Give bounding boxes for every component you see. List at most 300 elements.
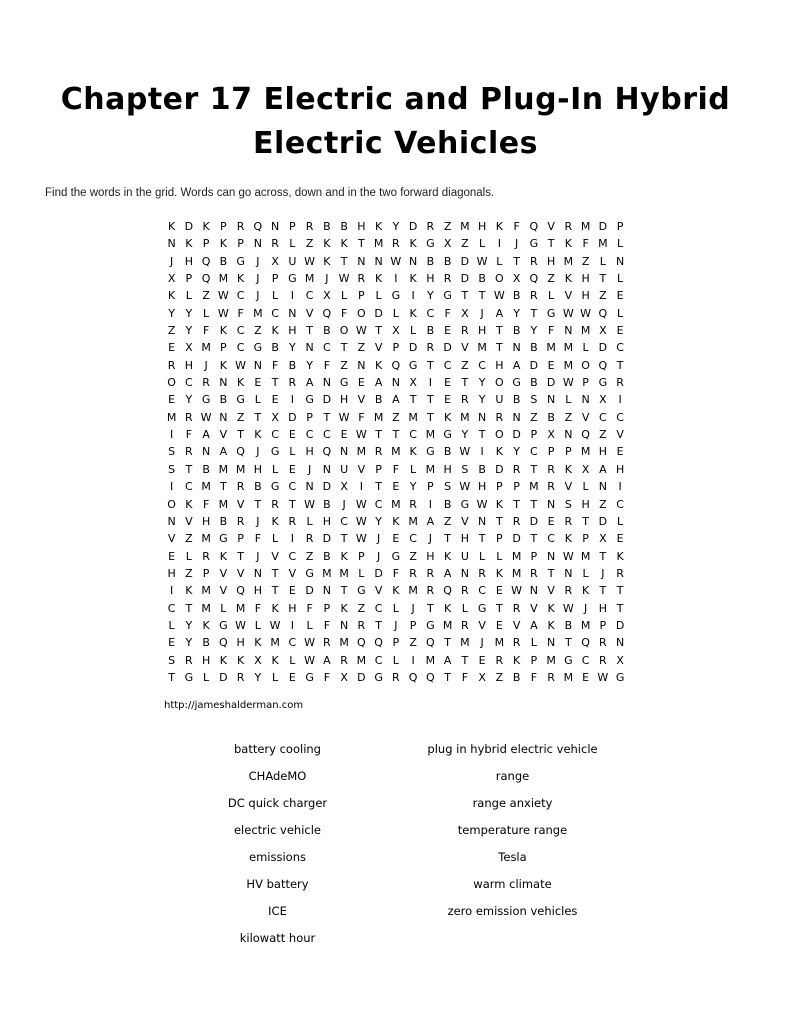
grid-letter: R	[236, 220, 245, 233]
grid-letter: W	[304, 653, 316, 667]
grid-letter: T	[427, 393, 434, 407]
grid-letter: R	[512, 462, 521, 476]
grid-letter: K	[582, 584, 590, 598]
grid-letter: T	[168, 670, 175, 684]
grid-letter: I	[290, 289, 294, 303]
grid-letter: L	[392, 306, 399, 320]
word-list-item: Tesla	[498, 850, 527, 864]
grid-letter: Q	[426, 670, 435, 684]
grid-letter: H	[322, 514, 332, 528]
grid-letter: G	[253, 341, 263, 355]
grid-letter: H	[546, 254, 556, 268]
grid-letter: V	[271, 549, 279, 563]
grid-letter: R	[547, 462, 555, 476]
grid-letter: V	[374, 584, 383, 598]
grid-letter: R	[236, 480, 245, 494]
grid-letter: T	[340, 341, 348, 355]
grid-letter: M	[580, 220, 591, 233]
grid-letter: G	[357, 584, 366, 598]
grid-letter: M	[235, 462, 246, 476]
grid-letter: M	[425, 428, 436, 442]
grid-letter: B	[426, 324, 435, 338]
grid-letter: D	[322, 532, 332, 546]
grid-letter: E	[288, 428, 296, 442]
grid-letter: L	[461, 601, 468, 615]
grid-letter: R	[547, 670, 555, 684]
grid-letter: M	[339, 636, 349, 650]
word-list-item: HV battery	[246, 877, 309, 891]
grid-letter: M	[546, 341, 556, 355]
grid-letter: F	[547, 324, 555, 338]
grid-row	[163, 582, 629, 599]
grid-letter: T	[340, 532, 348, 546]
grid-letter: X	[392, 324, 400, 338]
grid-letter: O	[167, 376, 176, 390]
grid-row	[163, 669, 629, 686]
grid-letter: Y	[185, 618, 193, 632]
grid-letter: Q	[443, 584, 452, 598]
grid-letter: F	[392, 462, 400, 476]
grid-letter: R	[512, 514, 521, 528]
grid-letter: N	[581, 393, 590, 407]
grid-letter: M	[511, 566, 522, 580]
grid-letter: K	[564, 532, 572, 546]
grid-letter: T	[478, 532, 486, 546]
grid-letter: L	[530, 636, 537, 650]
grid-letter: V	[374, 341, 383, 355]
grid-letter: K	[219, 237, 227, 251]
grid-letter: X	[581, 462, 590, 476]
grid-letter: O	[495, 428, 504, 442]
grid-letter: P	[616, 220, 624, 233]
grid-letter: B	[323, 497, 331, 511]
grid-letter: X	[340, 670, 348, 684]
grid-letter: V	[547, 584, 555, 598]
grid-letter: P	[289, 220, 296, 233]
grid-letter: G	[270, 445, 280, 459]
grid-letter: Y	[289, 341, 296, 355]
grid-letter: M	[563, 670, 574, 684]
grid-letter: Q	[201, 254, 211, 268]
grid-letter: W	[200, 410, 212, 424]
grid-letter: B	[219, 393, 228, 407]
grid-letter: G	[374, 670, 383, 684]
grid-letter: R	[512, 601, 521, 615]
grid-letter: C	[288, 636, 297, 650]
grid-letter: T	[547, 237, 555, 251]
grid-letter: Y	[185, 324, 193, 338]
grid-letter: J	[256, 514, 260, 528]
grid-letter: N	[167, 237, 176, 251]
grid-letter: P	[409, 618, 417, 632]
grid-letter: P	[220, 220, 227, 233]
grid-letter: R	[564, 220, 573, 233]
grid-row	[163, 357, 629, 374]
grid-letter: R	[426, 220, 435, 233]
grid-letter: Z	[236, 410, 245, 424]
grid-letter: S	[530, 393, 538, 407]
grid-letter: T	[289, 497, 296, 511]
grid-letter: H	[253, 584, 263, 598]
grid-letter: C	[374, 653, 383, 667]
grid-letter: O	[167, 497, 176, 511]
grid-letter: R	[426, 566, 435, 580]
grid-letter: P	[530, 653, 538, 667]
grid-letter: C	[409, 532, 417, 546]
grid-letter: H	[581, 289, 590, 303]
grid-letter: W	[562, 376, 574, 390]
grid-letter: X	[254, 653, 262, 667]
grid-letter: A	[392, 393, 400, 407]
grid-letter: T	[358, 237, 365, 251]
grid-letter: M	[546, 653, 556, 667]
grid-letter: N	[460, 566, 469, 580]
grid-letter: Q	[322, 306, 332, 320]
grid-letter: L	[203, 670, 210, 684]
grid-letter: T	[547, 566, 555, 580]
grid-letter: D	[546, 376, 556, 390]
grid-letter: J	[428, 532, 432, 546]
grid-letter: C	[409, 428, 417, 442]
grid-letter: D	[512, 532, 521, 546]
grid-letter: B	[512, 324, 521, 338]
grid-row	[163, 461, 629, 478]
grid-letter: S	[564, 497, 572, 511]
grid-letter: G	[339, 376, 349, 390]
grid-letter: N	[547, 636, 556, 650]
grid-letter: K	[185, 497, 193, 511]
grid-letter: M	[201, 584, 211, 598]
grid-letter: B	[512, 670, 521, 684]
grid-letter: L	[272, 289, 279, 303]
word-list-item: range	[495, 769, 530, 783]
grid-letter: L	[272, 532, 279, 546]
grid-letter: X	[185, 341, 193, 355]
grid-letter: R	[236, 514, 245, 528]
grid-letter: C	[167, 601, 176, 615]
grid-letter: C	[288, 549, 297, 563]
grid-letter: Y	[306, 358, 313, 372]
grid-letter: V	[236, 497, 245, 511]
grid-letter: D	[460, 254, 470, 268]
grid-letter: B	[512, 289, 521, 303]
grid-letter: Z	[599, 428, 607, 442]
grid-letter: I	[170, 584, 174, 598]
grid-letter: D	[529, 358, 539, 372]
grid-letter: M	[425, 653, 436, 667]
grid-row	[163, 253, 629, 270]
grid-letter: N	[322, 584, 331, 598]
grid-letter: M	[373, 237, 384, 251]
grid-letter: B	[323, 549, 331, 563]
grid-letter: M	[235, 601, 246, 615]
grid-letter: J	[480, 636, 484, 650]
grid-letter: H	[477, 480, 487, 494]
grid-letter: X	[599, 532, 607, 546]
grid-letter: M	[425, 462, 436, 476]
word-list-item: plug in hybrid electric vehicle	[427, 742, 598, 756]
grid-letter: T	[513, 497, 520, 511]
grid-letter: W	[459, 480, 471, 494]
grid-letter: H	[460, 532, 470, 546]
grid-letter: C	[323, 341, 331, 355]
grid-letter: H	[288, 324, 297, 338]
grid-letter: M	[563, 254, 574, 268]
grid-letter: H	[598, 601, 608, 615]
word-list-item: temperature range	[457, 823, 568, 837]
grid-letter: X	[547, 428, 555, 442]
grid-letter: J	[256, 254, 260, 268]
grid-letter: M	[356, 653, 367, 667]
grid-letter: Z	[254, 324, 262, 338]
grid-letter: K	[254, 636, 262, 650]
grid-letter: G	[391, 549, 401, 563]
grid-letter: R	[426, 341, 435, 355]
grid-letter: P	[392, 341, 400, 355]
grid-letter: A	[512, 358, 521, 372]
grid-letter: H	[288, 601, 297, 615]
grid-letter: P	[323, 601, 331, 615]
grid-letter: F	[323, 618, 331, 632]
grid-letter: R	[495, 653, 504, 667]
grid-letter: X	[409, 376, 417, 390]
grid-letter: R	[495, 410, 504, 424]
grid-letter: F	[323, 670, 331, 684]
grid-row	[163, 409, 629, 426]
grid-letter: L	[306, 514, 313, 528]
grid-letter: D	[184, 220, 194, 233]
grid-letter: N	[547, 497, 556, 511]
grid-letter: E	[444, 376, 452, 390]
grid-letter: M	[460, 220, 470, 233]
grid-letter: K	[185, 584, 193, 598]
grid-letter: A	[219, 445, 228, 459]
grid-letter: D	[460, 272, 470, 286]
grid-letter: T	[254, 497, 262, 511]
grid-letter: T	[375, 480, 382, 494]
grid-letter: E	[168, 393, 176, 407]
grid-letter: Q	[219, 636, 228, 650]
grid-row	[163, 600, 629, 617]
grid-letter: V	[357, 393, 366, 407]
grid-letter: R	[616, 376, 624, 390]
grid-letter: A	[599, 462, 607, 476]
grid-letter: C	[616, 410, 624, 424]
grid-letter: R	[616, 566, 624, 580]
grid-letter: D	[288, 410, 297, 424]
grid-letter: A	[443, 653, 452, 667]
grid-letter: Z	[599, 497, 607, 511]
grid-letter: D	[322, 480, 332, 494]
grid-letter: F	[185, 428, 193, 442]
grid-letter: K	[202, 220, 210, 233]
grid-letter: Q	[529, 220, 539, 233]
grid-letter: R	[271, 237, 279, 251]
grid-letter: K	[340, 601, 348, 615]
grid-letter: G	[564, 653, 573, 667]
grid-letter: I	[618, 480, 622, 494]
grid-letter: W	[235, 358, 247, 372]
grid-letter: K	[323, 254, 331, 268]
grid-letter: I	[290, 393, 294, 407]
grid-letter: P	[220, 341, 227, 355]
grid-letter: Y	[513, 445, 520, 459]
grid-letter: Q	[322, 445, 332, 459]
grid-letter: G	[426, 618, 435, 632]
grid-letter: N	[322, 462, 331, 476]
grid-letter: H	[581, 272, 590, 286]
grid-letter: T	[271, 584, 279, 598]
grid-letter: N	[547, 549, 556, 563]
grid-letter: E	[392, 532, 400, 546]
grid-letter: N	[616, 636, 625, 650]
grid-letter: V	[478, 618, 486, 632]
grid-letter: V	[581, 410, 590, 424]
grid-letter: R	[305, 532, 314, 546]
grid-letter: F	[582, 237, 589, 251]
grid-letter: K	[271, 653, 279, 667]
grid-letter: Z	[357, 341, 366, 355]
grid-letter: C	[236, 341, 245, 355]
grid-letter: N	[202, 445, 211, 459]
grid-letter: T	[496, 324, 503, 338]
grid-letter: V	[461, 341, 469, 355]
word-list-right	[400, 736, 625, 925]
grid-letter: L	[582, 480, 589, 494]
grid-letter: J	[480, 306, 484, 320]
grid-letter: K	[237, 272, 245, 286]
grid-letter: Q	[426, 636, 435, 650]
grid-letter: W	[355, 497, 367, 511]
grid-letter: R	[461, 324, 469, 338]
grid-letter: G	[236, 393, 245, 407]
word-list-item: zero emission vehicles	[447, 904, 578, 918]
grid-letter: R	[392, 670, 400, 684]
grid-letter: E	[547, 514, 555, 528]
grid-letter: O	[357, 306, 366, 320]
grid-letter: S	[168, 445, 176, 459]
grid-letter: T	[565, 636, 572, 650]
grid-letter: R	[323, 636, 331, 650]
grid-letter: J	[342, 497, 346, 511]
grid-letter: K	[495, 497, 503, 511]
grid-letter: H	[357, 220, 366, 233]
grid-letter: R	[374, 445, 383, 459]
grid-letter: Y	[478, 393, 486, 407]
grid-letter: G	[408, 358, 418, 372]
grid-letter: L	[548, 289, 555, 303]
grid-letter: N	[357, 254, 366, 268]
grid-letter: M	[322, 566, 332, 580]
grid-letter: G	[270, 480, 280, 494]
grid-letter: K	[168, 289, 176, 303]
grid-row	[163, 287, 629, 304]
grid-letter: A	[426, 514, 435, 528]
grid-letter: C	[305, 428, 314, 442]
grid-letter: K	[444, 410, 452, 424]
grid-letter: A	[530, 618, 538, 632]
grid-letter: I	[411, 653, 415, 667]
grid-letter: C	[599, 410, 607, 424]
grid-letter: Q	[236, 445, 245, 459]
grid-letter: C	[530, 445, 538, 459]
grid-letter: C	[340, 514, 348, 528]
grid-letter: L	[375, 289, 382, 303]
grid-letter: W	[580, 306, 592, 320]
grid-letter: C	[426, 306, 435, 320]
grid-letter: D	[219, 670, 228, 684]
grid-letter: R	[599, 636, 607, 650]
grid-letter: Q	[598, 358, 608, 372]
grid-letter: R	[185, 445, 193, 459]
grid-letter: W	[493, 289, 505, 303]
grid-letter: Z	[443, 514, 452, 528]
word-list-item: DC quick charger	[227, 796, 328, 810]
grid-letter: T	[599, 549, 607, 563]
grid-letter: Y	[392, 220, 400, 233]
grid-letter: W	[304, 497, 316, 511]
grid-letter: K	[409, 306, 417, 320]
grid-letter: H	[477, 324, 487, 338]
grid-letter: W	[355, 324, 367, 338]
grid-letter: N	[340, 618, 349, 632]
grid-letter: U	[288, 254, 297, 268]
grid-letter: E	[254, 376, 262, 390]
grid-letter: C	[478, 358, 486, 372]
grid-letter: L	[599, 254, 606, 268]
grid-letter: K	[219, 549, 227, 563]
grid-letter: B	[530, 376, 538, 390]
grid-letter: I	[290, 532, 294, 546]
grid-letter: X	[443, 237, 452, 251]
grid-letter: D	[408, 341, 418, 355]
grid-letter: V	[219, 428, 228, 442]
grid-letter: N	[478, 410, 487, 424]
grid-letter: G	[529, 237, 539, 251]
grid-row	[163, 426, 629, 443]
grid-letter: P	[496, 480, 503, 494]
grid-letter: E	[288, 670, 296, 684]
grid-letter: R	[443, 272, 452, 286]
grid-letter: Z	[409, 636, 417, 650]
grid-letter: P	[306, 410, 313, 424]
grid-letter: J	[256, 445, 260, 459]
grid-letter: T	[496, 514, 503, 528]
grid-letter: G	[305, 393, 314, 407]
grid-letter: D	[374, 566, 383, 580]
grid-letter: T	[444, 636, 451, 650]
grid-letter: N	[564, 566, 573, 580]
grid-letter: M	[166, 410, 177, 424]
grid-letter: K	[444, 601, 452, 615]
grid-row	[163, 548, 629, 565]
grid-letter: X	[271, 410, 279, 424]
grid-letter: K	[185, 237, 193, 251]
grid-letter: J	[411, 601, 415, 615]
grid-letter: J	[394, 618, 398, 632]
grid-letter: B	[547, 410, 555, 424]
grid-row	[163, 339, 629, 356]
grid-letter: Q	[201, 272, 211, 286]
grid-letter: D	[408, 220, 418, 233]
grid-letter: B	[219, 254, 228, 268]
grid-letter: W	[304, 254, 316, 268]
grid-letter: N	[253, 566, 262, 580]
grid-letter: T	[599, 584, 607, 598]
grid-letter: L	[617, 237, 624, 251]
grid-letter: U	[340, 462, 349, 476]
grid-letter: Z	[581, 254, 590, 268]
